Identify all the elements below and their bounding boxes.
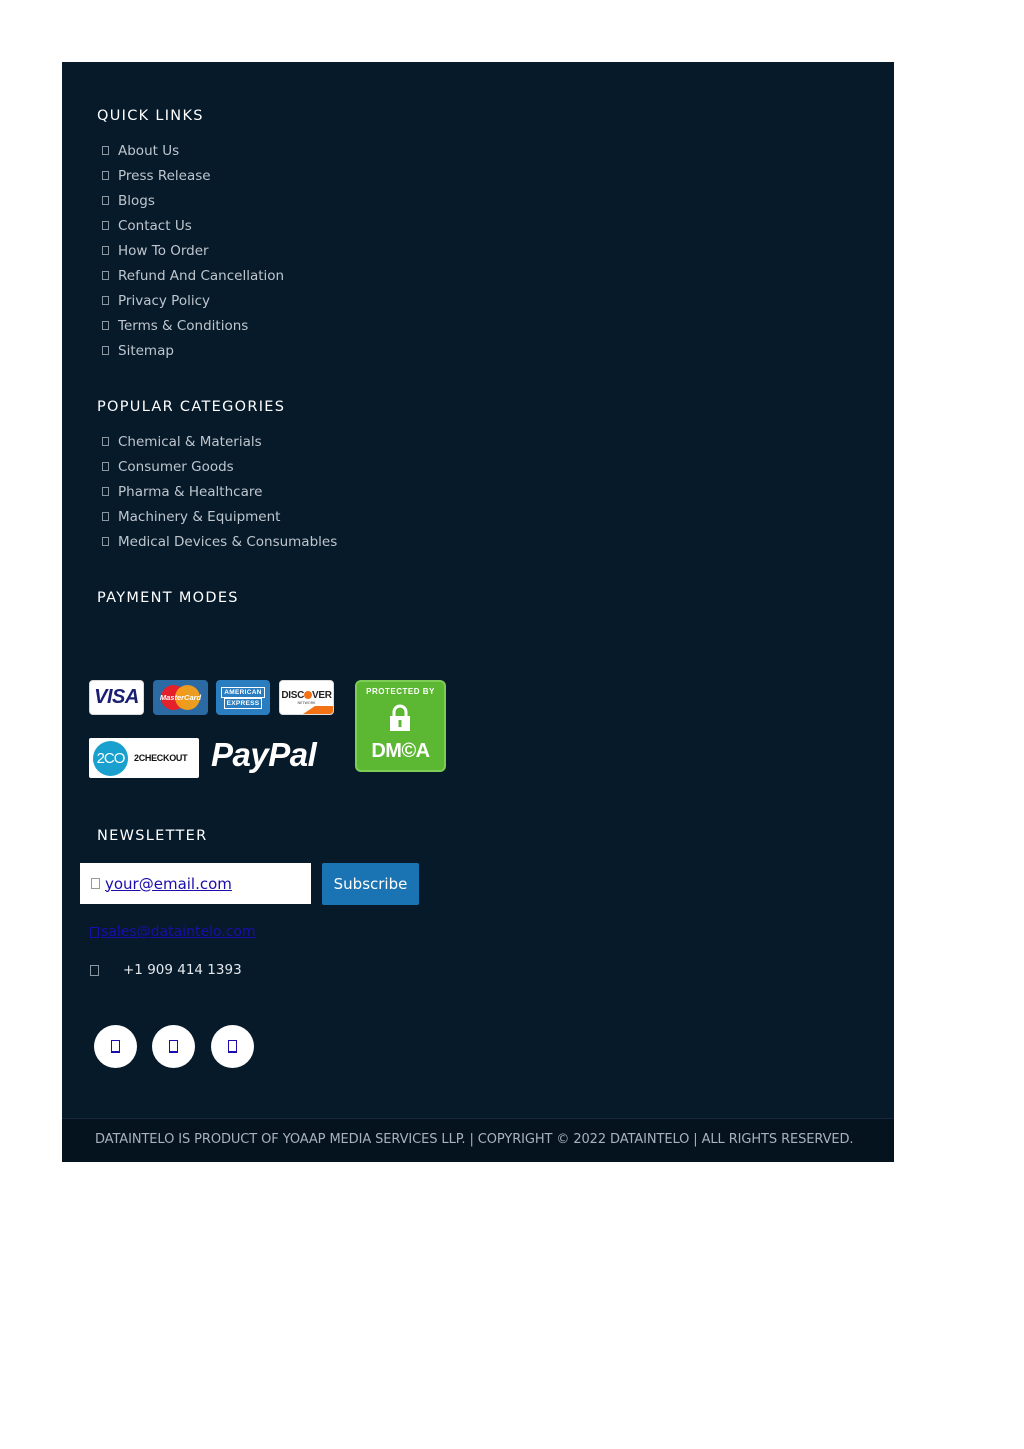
chevron-right-icon (102, 346, 109, 355)
payment-modes-heading: PAYMENT MODES (97, 590, 239, 606)
dmca-badge[interactable]: PROTECTED BY DM©A (355, 680, 446, 772)
envelope-icon (91, 878, 100, 889)
category-pharma-healthcare[interactable]: Pharma & Healthcare (100, 479, 337, 504)
chevron-right-icon (102, 487, 109, 496)
quick-link-blogs[interactable]: Blogs (100, 188, 284, 213)
lock-icon (389, 704, 411, 732)
category-machinery-equipment[interactable]: Machinery & Equipment (100, 504, 337, 529)
chevron-right-icon (102, 171, 109, 180)
chevron-right-icon (102, 321, 109, 330)
chevron-right-icon (102, 296, 109, 305)
chevron-right-icon (102, 271, 109, 280)
chevron-right-icon (102, 196, 109, 205)
quick-link-sitemap[interactable]: Sitemap (100, 338, 284, 363)
amex-logo: AMERICAN EXPRESS (216, 680, 270, 715)
visa-logo: VISA (89, 680, 144, 715)
quick-links-heading: QUICK LINKS (97, 108, 204, 124)
chevron-right-icon (102, 146, 109, 155)
quick-link-press-release[interactable]: Press Release (100, 163, 284, 188)
linkedin-button[interactable] (211, 1025, 254, 1068)
popular-categories-heading: POPULAR CATEGORIES (97, 399, 286, 415)
site-footer (62, 62, 894, 1162)
category-medical-devices[interactable]: Medical Devices & Consumables (100, 529, 337, 554)
twitter-button[interactable] (152, 1025, 195, 1068)
quick-link-terms[interactable]: Terms & Conditions (100, 313, 284, 338)
chevron-right-icon (102, 246, 109, 255)
newsletter-heading: NEWSLETTER (97, 828, 208, 844)
footer-bottom-bar (62, 1118, 894, 1162)
envelope-icon (90, 927, 99, 938)
twitter-icon (169, 1040, 178, 1053)
facebook-icon (111, 1040, 120, 1053)
quick-link-how-to-order[interactable]: How To Order (100, 238, 284, 263)
chevron-right-icon (102, 437, 109, 446)
email-input-text[interactable]: your@email.com (105, 874, 232, 893)
chevron-right-icon (102, 221, 109, 230)
sales-email-link[interactable]: sales@dataintelo.com (101, 924, 256, 940)
newsletter-email-input[interactable] (80, 863, 311, 904)
copyright-text: DATAINTELO IS PRODUCT OF YOAAP MEDIA SERVICES LLP. | COPYRIGHT © 2022 DATAINTELO | ALL RIGHTS RESERVED. (95, 1132, 854, 1147)
chevron-right-icon (102, 462, 109, 471)
quick-link-about-us[interactable]: About Us (100, 138, 284, 163)
quick-link-refund[interactable]: Refund And Cancellation (100, 263, 284, 288)
discover-logo: DISC VER NETWORK (279, 680, 334, 715)
subscribe-button[interactable]: Subscribe (322, 863, 419, 905)
category-consumer-goods[interactable]: Consumer Goods (100, 454, 337, 479)
2checkout-logo: 2CO 2CHECKOUT (89, 738, 199, 778)
popular-categories-list (100, 429, 337, 554)
mastercard-logo: MasterCard (153, 680, 208, 715)
linkedin-icon (228, 1040, 237, 1053)
phone-icon (90, 965, 99, 976)
quick-link-contact-us[interactable]: Contact Us (100, 213, 284, 238)
facebook-button[interactable] (94, 1025, 137, 1068)
phone-number: +1 909 414 1393 (123, 962, 242, 978)
category-chemical-materials[interactable]: Chemical & Materials (100, 429, 337, 454)
quick-link-privacy-policy[interactable]: Privacy Policy (100, 288, 284, 313)
paypal-logo: PayPal (211, 736, 317, 773)
quick-links-list (100, 138, 284, 363)
contact-email (90, 924, 256, 940)
contact-phone (90, 962, 242, 978)
chevron-right-icon (102, 512, 109, 521)
chevron-right-icon (102, 537, 109, 546)
